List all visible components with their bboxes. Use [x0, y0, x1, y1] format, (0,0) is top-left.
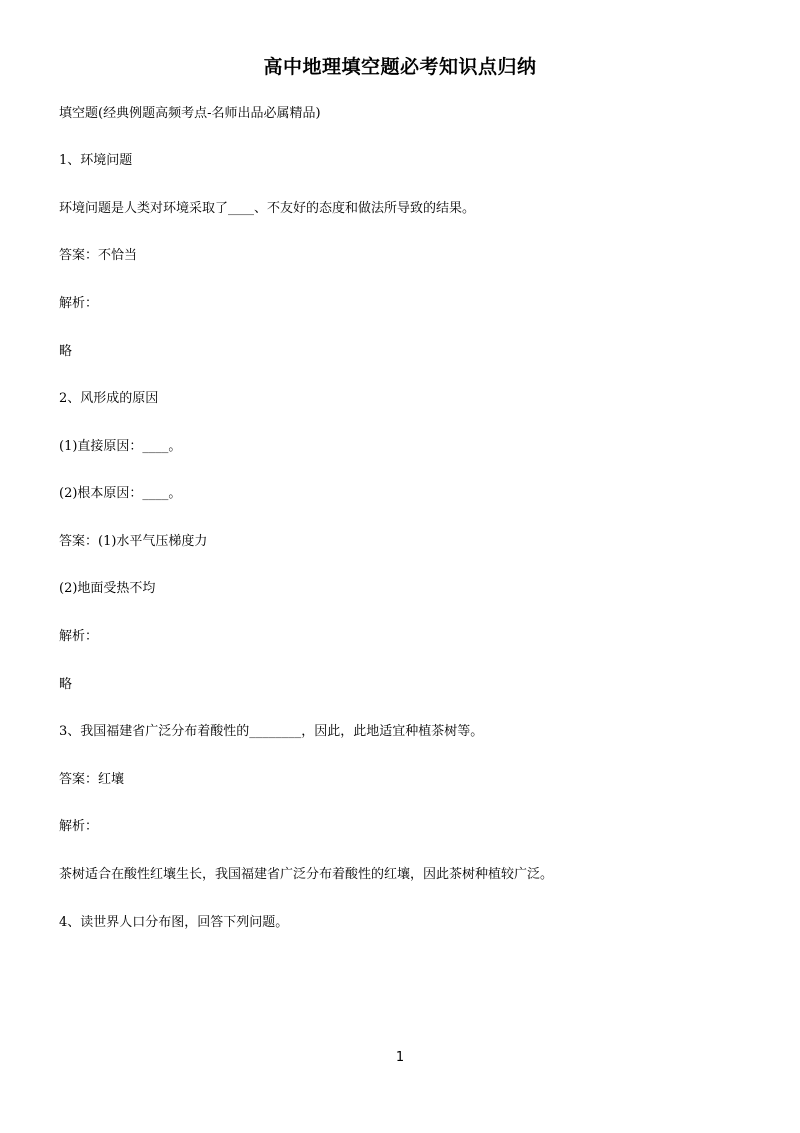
q2-analysis: 略: [59, 677, 73, 692]
q1-analysis: 略: [59, 344, 73, 359]
q2-item2-blank: ____: [142, 486, 169, 501]
q1-answer: 答案：不恰当: [59, 248, 138, 263]
document-subtitle: 填空题(经典例题高频考点-名师出品必属精品): [59, 106, 321, 121]
q2-item1-after: 。: [168, 439, 182, 454]
q1-heading: 1、环境问题: [59, 153, 133, 168]
q1-text-before: 环境问题是人类对环境采取了: [59, 201, 229, 216]
q3-text-before: 3、我国福建省广泛分布着酸性的: [59, 724, 250, 739]
q2-item1-before: (1)直接原因：: [59, 439, 143, 454]
q3-analysis: 茶树适合在酸性红壤生长，我国福建省广泛分布着酸性的红壤，因此茶树种植较广泛。: [59, 867, 554, 882]
q3-analysis-label: 解析：: [59, 819, 99, 834]
q2-item2: [59, 485, 181, 503]
q3-blank: ________: [249, 724, 302, 739]
q2-item1-blank: ____: [142, 439, 169, 454]
q2-answer-line2: (2)地面受热不均: [59, 581, 156, 596]
q2-analysis-label: 解析：: [59, 629, 99, 644]
q2-item2-after: 。: [168, 486, 182, 501]
q3-text: [59, 723, 483, 741]
q1-text-after: 、不友好的态度和做法所导致的结果。: [254, 201, 476, 216]
document-title: 高中地理填空题必考知识点归纳: [263, 56, 537, 78]
q3-text-after: ，因此，此地适宜种植茶树等。: [301, 724, 484, 739]
q4-heading: 4、读世界人口分布图，回答下列问题。: [59, 915, 289, 930]
q1-blank: ____: [228, 201, 255, 216]
q1-text: [59, 200, 475, 218]
page-number: 1: [395, 1050, 405, 1065]
q2-item1: [59, 438, 181, 456]
q2-item2-before: (2)根本原因：: [59, 486, 143, 501]
q2-answer-line1: 答案：(1)水平气压梯度力: [59, 534, 208, 549]
q3-answer: 答案：红壤: [59, 772, 125, 787]
q2-heading: 2、风形成的原因: [59, 391, 159, 406]
q1-analysis-label: 解析：: [59, 296, 99, 311]
